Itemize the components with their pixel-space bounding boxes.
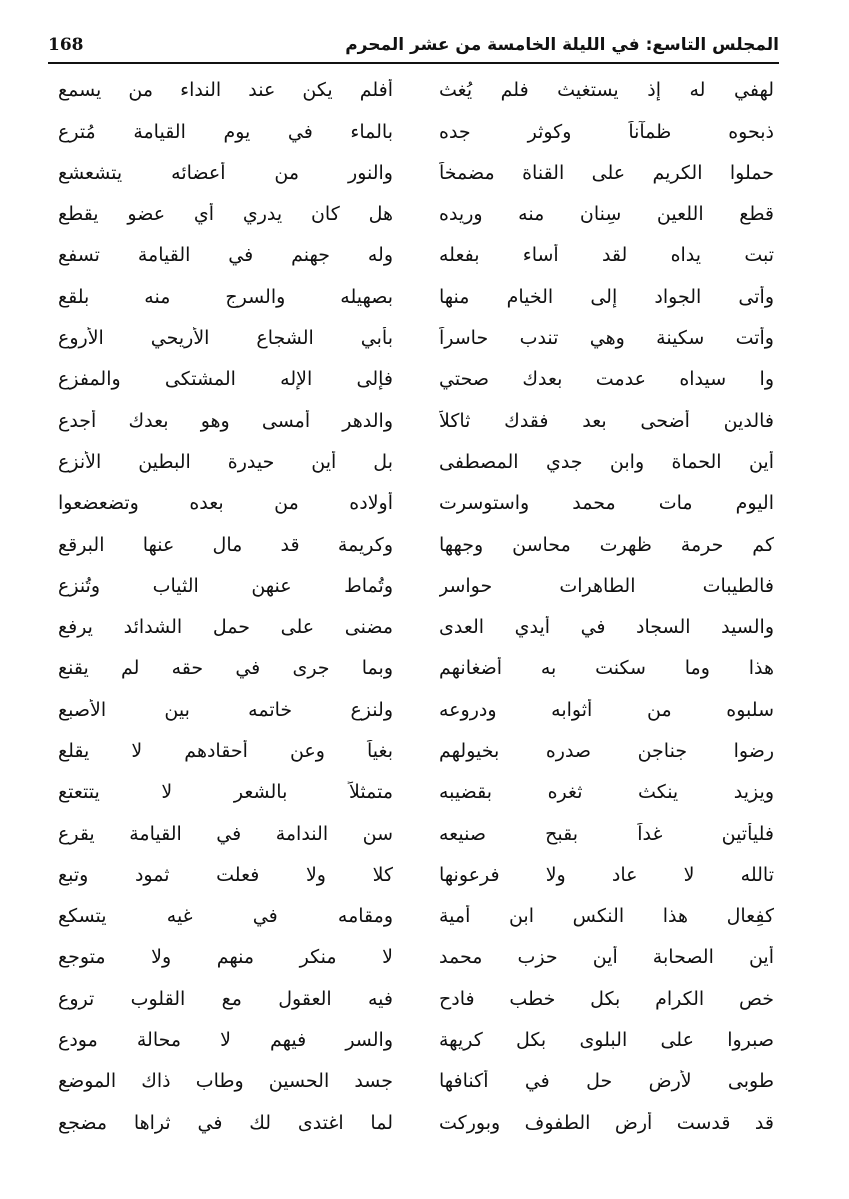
verse-first-hemistich: سلبوه من أثوابه ودروعه [439, 698, 774, 721]
verse-line [58, 153, 774, 194]
verse-first-hemistich: تالله لا عاد ولا فرعونها [439, 863, 774, 886]
verse-second-hemistich: فإلى الإله المشتكى والمفزع [58, 368, 393, 391]
verse-second-hemistich: هل كان يدري أي عضو يقطع [58, 203, 393, 226]
verse-line [58, 1020, 774, 1061]
poem-body [58, 70, 774, 1144]
page-number: 168 [48, 35, 84, 55]
verse-second-hemistich: متمثلاً بالشعر لا يتتعتع [58, 781, 393, 804]
verse-line [58, 70, 774, 111]
verse-first-hemistich: فليأتين غداً بقبح صنيعه [439, 822, 774, 845]
verse-first-hemistich: اليوم مات محمد واستوسرت [439, 492, 774, 515]
verse-second-hemistich: بل أين حيدرة البطين الأنزع [58, 450, 393, 473]
verse-line [58, 772, 774, 813]
verse-second-hemistich: فيه العقول مع القلوب تروع [58, 987, 393, 1010]
verse-first-hemistich: وأتى الجواد إلى الخيام منها [439, 285, 774, 308]
verse-second-hemistich: وكريمة قد مال عنها البرقع [58, 533, 393, 556]
verse-second-hemistich: ومقامه في غيه يتسكع [58, 905, 393, 928]
verse-line [58, 318, 774, 359]
verse-second-hemistich: والنور من أعضائه يتشعشع [58, 161, 393, 184]
verse-first-hemistich: قطع اللعين سِنان منه وريده [439, 203, 774, 226]
verse-first-hemistich: صبروا على البلوى بكل كريهة [439, 1029, 774, 1052]
verse-line [58, 359, 774, 400]
verse-second-hemistich: والدهر أمسى وهو بعدك أجدع [58, 409, 393, 432]
verse-second-hemistich: لا منكر منهم ولا متوجع [58, 946, 393, 969]
verse-line [58, 276, 774, 317]
verse-first-hemistich: فالدين أضحى بعد فقدك ثاكلاً [439, 409, 774, 432]
verse-second-hemistich: وبما جرى في حقه لم يقنع [58, 657, 393, 680]
verse-second-hemistich: سن الندامة في القيامة يقرع [58, 822, 393, 845]
verse-first-hemistich: ويزيد ينكث ثغره بقضيبه [439, 781, 774, 804]
verse-second-hemistich: لما اغتدى لك في ثراها مضجع [58, 1111, 393, 1134]
verse-second-hemistich: بغياً وعن أحقادهم لا يقلع [58, 740, 393, 762]
verse-line [58, 1102, 774, 1143]
verse-first-hemistich: أين الحماة وابن جدي المصطفى [439, 450, 774, 473]
verse-line [58, 524, 774, 565]
verse-line [58, 855, 774, 896]
verse-second-hemistich: وتُماط عنهن الثياب وتُنزع [58, 574, 393, 597]
verse-first-hemistich: خص الكرام بكل خطب فادح [439, 987, 774, 1010]
running-title: المجلس التاسع: في الليلة الخامسة من عشر المحرم [345, 35, 779, 55]
verse-line [58, 1061, 774, 1102]
verse-first-hemistich: كفِعال هذا النكس ابن أمية [439, 905, 774, 928]
verse-first-hemistich: والسيد السجاد في أيدي العدى [439, 616, 774, 639]
verse-line [58, 731, 774, 772]
verse-first-hemistich: وا سيداه عدمت بعدك صحتي [439, 368, 774, 391]
verse-line [58, 689, 774, 730]
verse-line [58, 194, 774, 235]
verse-second-hemistich: أولاده من بعده وتضعضعوا [58, 492, 393, 515]
verse-line [58, 566, 774, 607]
verse-second-hemistich: بأبي الشجاع الأريحي الأروع [58, 327, 393, 350]
verse-second-hemistich: أفلم يكن عند النداء من يسمع [58, 79, 393, 102]
verse-second-hemistich: ولنزع خاتمه بين الأصبع [58, 698, 393, 721]
verse-second-hemistich: وله جهنم في القيامة تسفع [58, 244, 393, 267]
verse-line [58, 813, 774, 854]
verse-line [58, 442, 774, 483]
verse-line [58, 607, 774, 648]
verse-line [58, 648, 774, 689]
verse-first-hemistich: لهفي له إذ يستغيث فلم يُغث [439, 79, 774, 102]
verse-first-hemistich: تبت يداه لقد أساء بفعله [439, 244, 774, 267]
verse-first-hemistich: حملوا الكريم على القناة مضمخاً [439, 161, 774, 184]
verse-line [58, 483, 774, 524]
verse-line [58, 235, 774, 276]
verse-second-hemistich: بصهيله والسرج منه بلقع [58, 285, 393, 308]
verse-first-hemistich: هذا وما سكنت به أضغانهم [439, 657, 774, 680]
page-header [48, 28, 779, 64]
verse-second-hemistich: جسد الحسين وطاب ذاك الموضع [58, 1070, 393, 1093]
verse-line [58, 400, 774, 441]
verse-line [58, 111, 774, 152]
verse-line [58, 937, 774, 978]
verse-second-hemistich: بالماء في يوم القيامة مُترع [58, 120, 393, 143]
verse-second-hemistich: كلا ولا فعلت ثمود وتبع [58, 863, 393, 886]
verse-first-hemistich: فالطيبات الطاهرات حواسر [439, 574, 774, 597]
verse-first-hemistich: وأتت سكينة وهي تندب حاسراً [439, 327, 774, 350]
verse-second-hemistich: مضنى على حمل الشدائد يرفع [58, 616, 393, 639]
verse-line [58, 979, 774, 1020]
verse-line [58, 896, 774, 937]
verse-first-hemistich: قد قدست أرض الطفوف وبوركت [439, 1111, 774, 1134]
verse-first-hemistich: كم حرمة ظهرت محاسن وجهها [439, 533, 774, 556]
verse-first-hemistich: طوبى لأرض حل في أكنافها [439, 1070, 774, 1093]
verse-first-hemistich: ذبحوه ظمآناً وكوثر جده [439, 120, 774, 143]
verse-second-hemistich: والسر فيهم لا محالة مودع [58, 1029, 393, 1052]
verse-first-hemistich: أين الصحابة أين حزب محمد [439, 946, 774, 969]
verse-first-hemistich: رضوا جناجن صدره بخيولهم [439, 740, 774, 762]
